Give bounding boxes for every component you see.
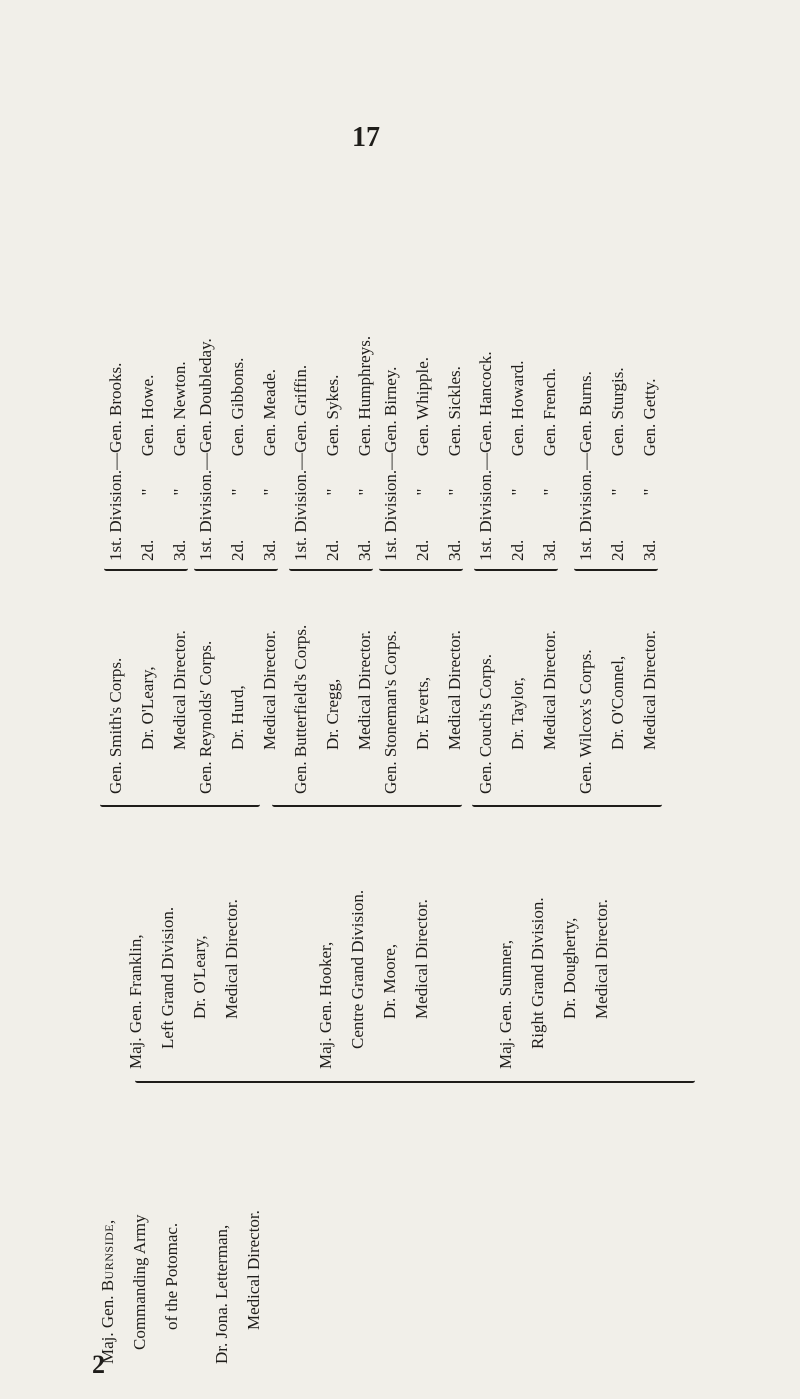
divisions-block [190,338,286,561]
corps-director: Medical Director. [445,630,464,750]
division-row: 3d. " Gen. Sickles. [445,366,464,561]
grand-division-commander: Maj. Gen. Franklin, [126,934,145,1069]
division-row: 2d. " Gen. Sturgis. [608,367,627,561]
brace-right-grand [472,802,662,807]
grand-division-right [490,897,618,1069]
army-medical-director-title: Medical Director. [244,1210,263,1330]
division-row: 2d. " Gen. Whipple. [413,356,432,561]
brace-corps-3 [379,566,463,571]
corps-doctor: Dr. Cregg, [323,678,342,750]
corps-commander: Gen. Couch's Corps. [476,653,495,794]
page-number: 17 [352,122,380,153]
grand-division-title: Left Grand Division. [158,906,177,1049]
grand-division-centre [310,890,438,1069]
brace-army [135,1078,695,1083]
corps-block [100,630,196,794]
division-row: 2d. " Gen. Howard. [508,360,527,561]
corps-commander: Gen. Butterfield's Corps. [291,624,310,794]
corps-block [470,630,566,794]
divisions-block [285,336,381,561]
corps-director: Medical Director. [640,630,659,750]
division-row: 2d. " Gen. Gibbons. [228,357,247,561]
grand-division-title: Centre Grand Division. [348,889,367,1049]
corps-doctor: Dr. O'Leary, [138,666,157,750]
brace-left-grand [100,802,260,807]
brace-corps-5 [574,566,658,571]
brace-centre-grand [272,802,462,807]
army-commander-block [92,1210,270,1364]
corps-block [190,630,286,794]
brace-corps-0 [104,566,188,571]
grand-division-commander: Maj. Gen. Sumner, [496,939,515,1069]
corps-commander: Gen. Wilcox's Corps. [576,649,595,794]
corps-director: Medical Director. [170,630,189,750]
grand-division-director: Medical Director. [222,899,241,1019]
divisions-block [570,367,666,561]
army-commander-title: Commanding Army [130,1214,149,1350]
corps-doctor: Dr. Taylor, [508,677,527,750]
divisions-block [470,351,566,561]
division-row: 1st. Division.—Gen. Burns. [576,371,595,561]
corps-commander: Gen. Smith's Corps. [106,657,125,794]
grand-division-doctor: Dr. O'Leary, [190,935,209,1019]
corps-commander: Gen. Stoneman's Corps. [381,630,400,794]
division-row: 1st. Division.—Gen. Griffin. [291,364,310,561]
division-row: 3d. " Gen. Meade. [260,368,279,561]
division-row: 1st. Division.—Gen. Hancock. [476,351,495,561]
corps-director: Medical Director. [540,630,559,750]
division-row: 2d. " Gen. Sykes. [323,374,342,561]
corps-block [375,630,471,794]
division-row: 1st. Division.—Gen. Brooks. [106,362,125,561]
grand-division-director: Medical Director. [412,899,431,1019]
corner-mark: 2 [92,1350,105,1379]
divisions-block [100,361,196,561]
corps-doctor: Dr. Everts, [413,676,432,750]
grand-division-left [120,899,248,1069]
division-row: 1st. Division.—Gen. Doubleday. [196,338,215,561]
brace-corps-4 [474,566,558,571]
division-row: 3d. " Gen. Humphreys. [355,335,374,561]
division-row: 2d. " Gen. Howe. [138,374,157,561]
corps-director: Medical Director. [260,630,279,750]
corps-block [570,630,666,794]
army-medical-director-name: Dr. Jona. Letterman, [212,1224,231,1364]
grand-division-commander: Maj. Gen. Hooker, [316,941,335,1069]
corps-doctor: Dr. O'Connel, [608,655,627,750]
division-row: 3d. " Gen. Newton. [170,361,189,561]
grand-division-director: Medical Director. [592,899,611,1019]
army-commander-line: Maj. Gen. Burnside, [98,1219,117,1364]
corps-doctor: Dr. Hurd, [228,685,247,750]
army-commander-title-2: of the Potomac. [162,1222,181,1330]
corps-director: Medical Director. [355,630,374,750]
divisions-block [375,357,471,561]
corps-block [285,625,381,794]
grand-division-title: Right Grand Division. [528,897,547,1049]
division-row: 3d. " Gen. Getty. [640,378,659,561]
grand-division-doctor: Dr. Moore, [380,943,399,1019]
division-row: 1st. Division.—Gen. Birney. [381,366,400,561]
brace-corps-1 [194,566,278,571]
corps-commander: Gen. Reynolds' Corps. [196,640,215,794]
brace-corps-2 [289,566,373,571]
division-row: 3d. " Gen. French. [540,368,559,561]
grand-division-doctor: Dr. Dougherty, [560,917,579,1019]
